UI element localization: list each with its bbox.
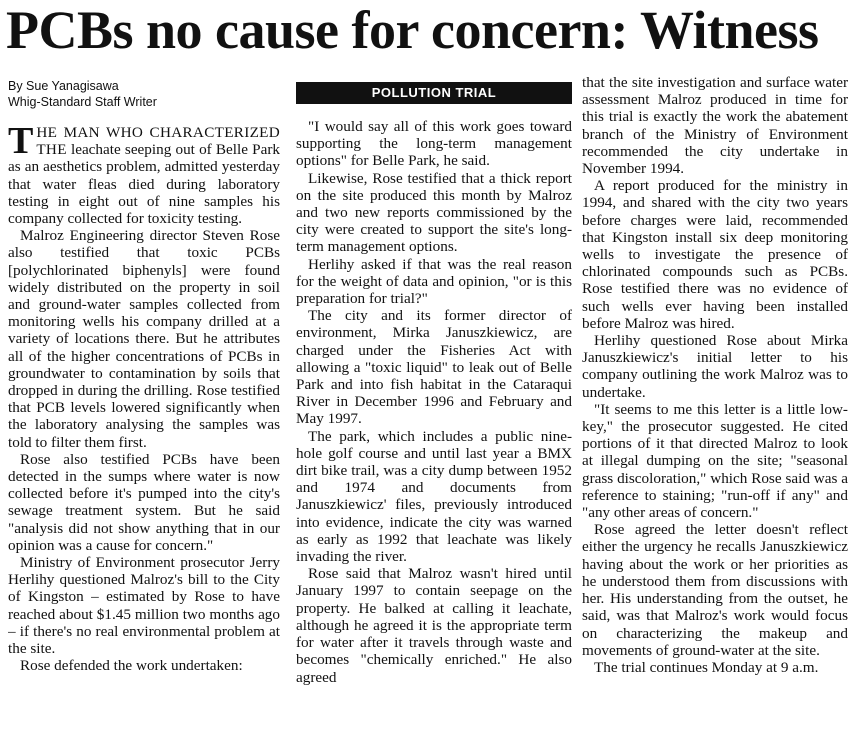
article-paragraph: The city and its former director of environment, Mirka Januszkiewicz, are charged under the Fisheries Act with allowing a "toxic liquid" to leak out of Belle Park and into fish habitat in the Cataraqui River in December 1996 and February and May 1997.: [296, 307, 572, 428]
article-column-3: [582, 74, 848, 746]
lead-text: leachate seeping out of Belle Park as an aesthetics problem, admitted yesterday that water fleas died during laboratory testing in eight out of nine samples his company collected for toxicity testing.: [8, 141, 280, 228]
byline: [8, 78, 280, 110]
article-paragraph: Rose said that Malroz wasn't hired until January 1997 to contain seepage on the property. He balked at calling it leachate, although he agreed it is the appropriate term for water after it travels through waste and becomes "chemically enriched." He also agreed: [296, 565, 572, 686]
headline: PCBs no cause for concern: Witness: [6, 0, 819, 60]
lead-smallcaps: HE MAN WHO CHARACTERIZED THE: [36, 124, 280, 159]
article-paragraph: Herlihy asked if that was the real reason for the weight of data and opinion, "or is this preparation for trial?": [296, 255, 572, 308]
byline-affiliation: Whig-Standard Staff Writer: [8, 95, 157, 109]
article-paragraph: "It seems to me this letter is a little low-key," the prosecutor suggested. He cited portions of it that directed Malroz to look at illegal dumping on the site; "seasonal grass discoloration," which Rose said was a reference to staining; "run-off if any" and "any other areas of concern.": [582, 400, 848, 522]
article-paragraph: Rose defended the work undertaken:: [20, 657, 243, 675]
article-paragraph: Rose agreed the letter doesn't reflect either the urgency he recalls Januszkiewicz having about the work or her priorities as he understood them from discussions with her. His understanding from the outset, he said, was that Malroz's work would focus on characterizing the makeup and movements of ground-water at the site.: [582, 521, 848, 659]
article-paragraph: Malroz Engineering director Steven Rose also testified that toxic PCBs [polychlorinated biphenyls] were found widely distributed on the property in soil and ground-water samples collected from monitoring wells his company drilled at a variety of locations there. But he attributes all of the higher concentrations of PCBs in groundwater to contamination by soils that dropped in during the drilling. Rose testified that PCB levels lowered significantly when the laboratory analysing the samples was told to filter them first.: [8, 227, 280, 451]
closing-paragraph: The trial continues Monday at 9 a.m.: [594, 658, 819, 676]
article-column-2: [296, 82, 572, 746]
continued-paragraph: that the site investigation and surface water assessment Malroz produced in time for this trial is exactly the work the abatement branch of the Ministry of Environment recommended the city undertake in November 1994.: [582, 74, 848, 178]
lead-paragraph: [8, 120, 280, 228]
section-kicker: POLLUTION TRIAL: [296, 82, 572, 104]
article-paragraph: The park, which includes a public nine-hole golf course and until last year a BMX dirt bike trail, was a city dump between 1952 and 1974 and documents from Januszkiewicz' files, previously introduced into evidence, indicate the city was warned as early as 1992 that leachate was likely invading the river.: [296, 427, 572, 566]
drop-cap: T: [8, 120, 34, 162]
article-column-1: [8, 78, 280, 746]
article-paragraph: Herlihy questioned Rose about Mirka Januszkiewicz's initial letter to his company outlining the work Malroz was to undertake.: [582, 332, 848, 401]
byline-author: By Sue Yanagisawa: [8, 79, 119, 93]
article-paragraph: Ministry of Environment prosecutor Jerry Herlihy questioned Malroz's bill to the City of Kingston – estimated by Rose to have reached about $1.45 million two months ago – if there's no real environmental problem at the site.: [8, 554, 280, 658]
article-paragraph: Likewise, Rose testified that a thick report on the site produced this month by Malroz and two new reports commissioned by the city were created to support the site's long-term management options.: [296, 169, 572, 256]
article-paragraph: A report produced for the ministry in 1994, and shared with the city two years before charges were laid, recommended that Kingston install six deep monitoring wells to investigate the presence of chlorinated compounds such as PCBs. Rose testified there was no evidence of such wells ever having been installed before Malroz was hired.: [582, 177, 848, 332]
article-paragraph: Rose also testified PCBs have been detected in the sumps where water is now collected before it's pumped into the city's sewage treatment system. But he said "analysis did not show anything that in our opinion was a cause for concern.": [8, 450, 280, 554]
article-paragraph: "I would say all of this work goes toward supporting the long-term management options" for Belle Park, he said.: [296, 118, 572, 170]
